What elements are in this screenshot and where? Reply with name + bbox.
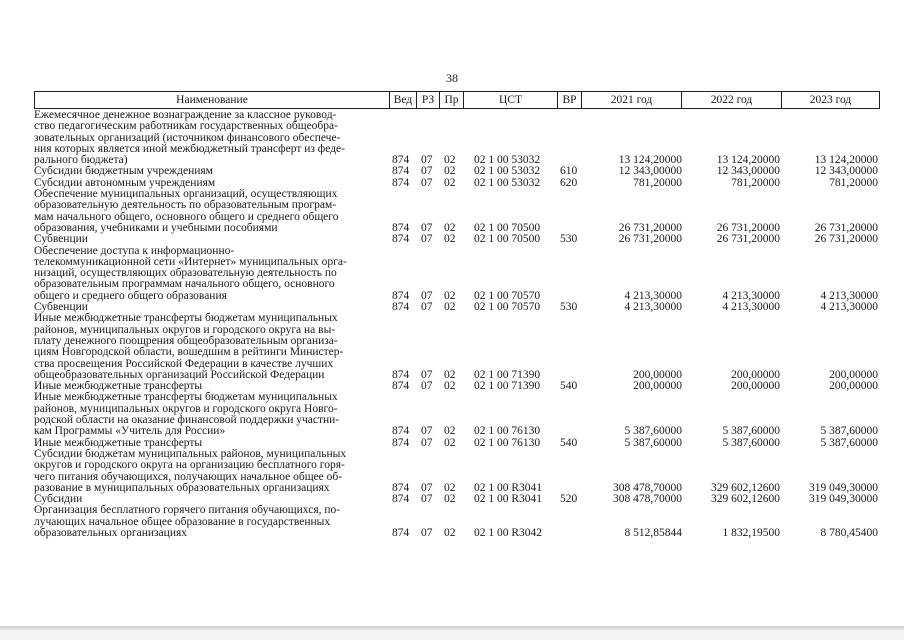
cell-rz: 07 <box>421 165 433 178</box>
cell-rz: 07 <box>421 301 433 314</box>
cell-2021: 781,20000 <box>633 176 682 189</box>
cell-vr: 620 <box>560 176 578 189</box>
cell-2022: 12 343,00000 <box>716 165 780 178</box>
cell-2021: 12 343,00000 <box>618 165 682 178</box>
cell-pr: 02 <box>444 380 456 393</box>
cell-rz: 07 <box>421 289 433 302</box>
cell-ved: 874 <box>392 425 410 438</box>
cell-2022: 200,00000 <box>731 368 780 381</box>
cell-pr: 02 <box>444 289 456 302</box>
column-header-2022: 2022 год <box>682 92 782 108</box>
cell-ved: 874 <box>392 301 410 314</box>
cell-2022: 5 387,60000 <box>722 425 780 438</box>
column-header-name: Наименование <box>35 92 390 108</box>
page-number: 38 <box>446 71 458 85</box>
cell-2021: 4 213,30000 <box>624 301 682 314</box>
cell-2023: 8 780,45400 <box>820 526 878 539</box>
cell-rz: 07 <box>421 526 433 539</box>
cell-name: Субсидии <box>34 493 83 506</box>
cell-rz: 07 <box>421 154 433 167</box>
cell-2023: 26 731,20000 <box>814 221 878 234</box>
cell-2021: 26 731,20000 <box>618 221 682 234</box>
cell-vr: 540 <box>560 436 578 449</box>
cell-pr: 02 <box>444 436 456 449</box>
cell-ved: 874 <box>392 493 410 506</box>
cell-name: Иные межбюджетные трансферты бюджетам муниципальных районов, муниципальных округов и городского округа Новго- родской области на оказание финансовой поддержки участни- кам Программы «Учитель для России» <box>34 391 340 438</box>
cell-pr: 02 <box>444 368 456 381</box>
column-header-2021: 2021 год <box>582 92 682 108</box>
cell-2021: 8 512,85844 <box>624 526 682 539</box>
cell-2023: 26 731,20000 <box>814 233 878 246</box>
cell-rz: 07 <box>421 380 433 393</box>
cell-pr: 02 <box>444 493 456 506</box>
cell-2022: 4 213,30000 <box>722 301 780 314</box>
cell-2022: 329 602,12600 <box>711 493 780 506</box>
cell-ved: 874 <box>392 526 410 539</box>
cell-2022: 26 731,20000 <box>716 221 780 234</box>
cell-2023: 781,20000 <box>829 176 878 189</box>
cell-name: Субсидии автономным учреждениям <box>34 176 216 189</box>
cell-pr: 02 <box>444 165 456 178</box>
cell-2021: 308 478,70000 <box>613 493 682 506</box>
cell-pr: 02 <box>444 481 456 494</box>
cell-ved: 874 <box>392 176 410 189</box>
cell-ved: 874 <box>392 436 410 449</box>
cell-2023: 319 049,30000 <box>809 481 878 494</box>
cell-cst: 02 1 00 R3041 <box>474 493 543 506</box>
column-header-rz: РЗ <box>417 92 440 108</box>
cell-ved: 874 <box>392 233 410 246</box>
cell-2023: 200,00000 <box>829 368 878 381</box>
cell-2023: 13 124,20000 <box>814 154 878 167</box>
cell-2021: 5 387,60000 <box>624 436 682 449</box>
cell-2023: 200,00000 <box>829 380 878 393</box>
table-row <box>34 392 880 437</box>
cell-2023: 5 387,60000 <box>820 436 878 449</box>
cell-pr: 02 <box>444 176 456 189</box>
cell-2021: 200,00000 <box>633 368 682 381</box>
cell-2023: 4 213,30000 <box>820 289 878 302</box>
column-header-cst: ЦСТ <box>464 92 558 108</box>
cell-rz: 07 <box>421 493 433 506</box>
cell-2021: 4 213,30000 <box>624 289 682 302</box>
cell-pr: 02 <box>444 221 456 234</box>
cell-ved: 874 <box>392 154 410 167</box>
column-header-pr: Пр <box>440 92 464 108</box>
cell-rz: 07 <box>421 176 433 189</box>
cell-cst: 02 1 00 53032 <box>474 154 541 167</box>
cell-ved: 874 <box>392 368 410 381</box>
cell-name: Организация бесплатного горячего питания обучающихся, по- лучающих начальное общее образование в государственных образовательных организациях <box>34 504 341 539</box>
cell-2021: 308 478,70000 <box>613 481 682 494</box>
cell-vr: 610 <box>560 165 578 178</box>
cell-pr: 02 <box>444 526 456 539</box>
cell-rz: 07 <box>421 436 433 449</box>
table-row <box>34 234 880 245</box>
cell-2021: 5 387,60000 <box>624 425 682 438</box>
cell-2022: 13 124,20000 <box>716 154 780 167</box>
cell-2023: 319 049,30000 <box>809 493 878 506</box>
cell-ved: 874 <box>392 165 410 178</box>
cell-name: Обеспечение муниципальных организаций, осуществляющих образовательную деятельность по образовательным програм- мам начального общего, основного общего и среднего общего образования, учебниками и учебными пособиями <box>34 188 339 234</box>
cell-2021: 200,00000 <box>633 380 682 393</box>
cell-vr: 540 <box>560 380 578 393</box>
cell-cst: 02 1 00 76130 <box>474 425 541 438</box>
cell-cst: 02 1 00 70500 <box>474 221 541 234</box>
table-row <box>34 246 880 302</box>
cell-name: Субсидии бюджетам муниципальных районов, муниципальных округов и городского округа на организацию бесплатного горя- чего питания обучающихся, получающих начальное общее об- разование в муниципальных образовательных организациях <box>34 447 347 494</box>
table-header <box>34 91 880 109</box>
cell-ved: 874 <box>392 380 410 393</box>
cell-rz: 07 <box>421 233 433 246</box>
cell-rz: 07 <box>421 221 433 234</box>
cell-pr: 02 <box>444 233 456 246</box>
cell-name: Иные межбюджетные трансферты <box>34 380 203 393</box>
cell-cst: 02 1 00 53032 <box>474 165 541 178</box>
cell-cst: 02 1 00 70570 <box>474 301 541 314</box>
cell-cst: 02 1 00 R3041 <box>474 481 543 494</box>
cell-2023: 5 387,60000 <box>820 425 878 438</box>
cell-2023: 12 343,00000 <box>814 165 878 178</box>
cell-cst: 02 1 00 R3042 <box>474 526 543 539</box>
cell-pr: 02 <box>444 154 456 167</box>
table-row <box>34 313 880 381</box>
cell-2022: 4 213,30000 <box>722 289 780 302</box>
cell-pr: 02 <box>444 425 456 438</box>
cell-cst: 02 1 00 53032 <box>474 176 541 189</box>
cell-vr: 530 <box>560 233 578 246</box>
cell-cst: 02 1 00 71390 <box>474 368 541 381</box>
cell-ved: 874 <box>392 289 410 302</box>
cell-name: Иные межбюджетные трансферты <box>34 436 203 449</box>
table-row <box>34 189 880 234</box>
cell-2023: 4 213,30000 <box>820 301 878 314</box>
column-header-vr: ВР <box>558 92 582 108</box>
cell-2022: 1 832,19500 <box>722 526 780 539</box>
scan-edge-shadow <box>0 630 904 640</box>
cell-2022: 26 731,20000 <box>716 233 780 246</box>
cell-2021: 26 731,20000 <box>618 233 682 246</box>
cell-name: Субвенции <box>34 301 88 314</box>
table-row <box>34 110 880 166</box>
table-row <box>34 505 880 539</box>
cell-name: Иные межбюджетные трансферты бюджетам муниципальных районов, муниципальных округов и городского округа на вы- плату денежного поощрения общеобразовательным организа- циям Новгородской области, вошедшим в рейтинги Министер- ства просвещения Российской Федерации в качестве лучших общеобразовательных организаций Российской Федерации <box>34 312 344 381</box>
cell-2022: 200,00000 <box>731 380 780 393</box>
cell-2021: 13 124,20000 <box>618 154 682 167</box>
cell-cst: 02 1 00 76130 <box>474 436 541 449</box>
cell-cst: 02 1 00 71390 <box>474 380 541 393</box>
column-header-ved: Вед <box>390 92 417 108</box>
cell-vr: 530 <box>560 301 578 314</box>
cell-rz: 07 <box>421 481 433 494</box>
cell-name: Ежемесячное денежное вознаграждение за классное руковод- ство педагогическим работникам государственных общеобра- зовательных организаций (источником финансового обеспече- ния которых является иной межбюджетный трансферт из феде- рального бюджета) <box>34 109 345 167</box>
cell-name: Субсидии бюджетным учреждениям <box>34 165 213 178</box>
cell-pr: 02 <box>444 301 456 314</box>
column-header-2023: 2023 год <box>809 94 852 106</box>
cell-cst: 02 1 00 70500 <box>474 233 541 246</box>
cell-vr: 520 <box>560 493 578 506</box>
table-body <box>34 110 880 539</box>
cell-ved: 874 <box>392 221 410 234</box>
cell-cst: 02 1 00 70570 <box>474 289 541 302</box>
cell-ved: 874 <box>392 481 410 494</box>
cell-2022: 781,20000 <box>731 176 780 189</box>
cell-name: Обеспечение доступа к информационно- телекоммуникационной сети «Интернет» муниципальных орга- низаций, осуществляющих образовательную деятельность по образовательным программам начального общего, основного общего и среднего общего образования <box>34 244 347 302</box>
cell-name: Субвенции <box>34 233 88 246</box>
cell-rz: 07 <box>421 425 433 438</box>
cell-2022: 329 602,12600 <box>711 481 780 494</box>
cell-rz: 07 <box>421 368 433 381</box>
table-row <box>34 449 880 494</box>
cell-2022: 5 387,60000 <box>722 436 780 449</box>
